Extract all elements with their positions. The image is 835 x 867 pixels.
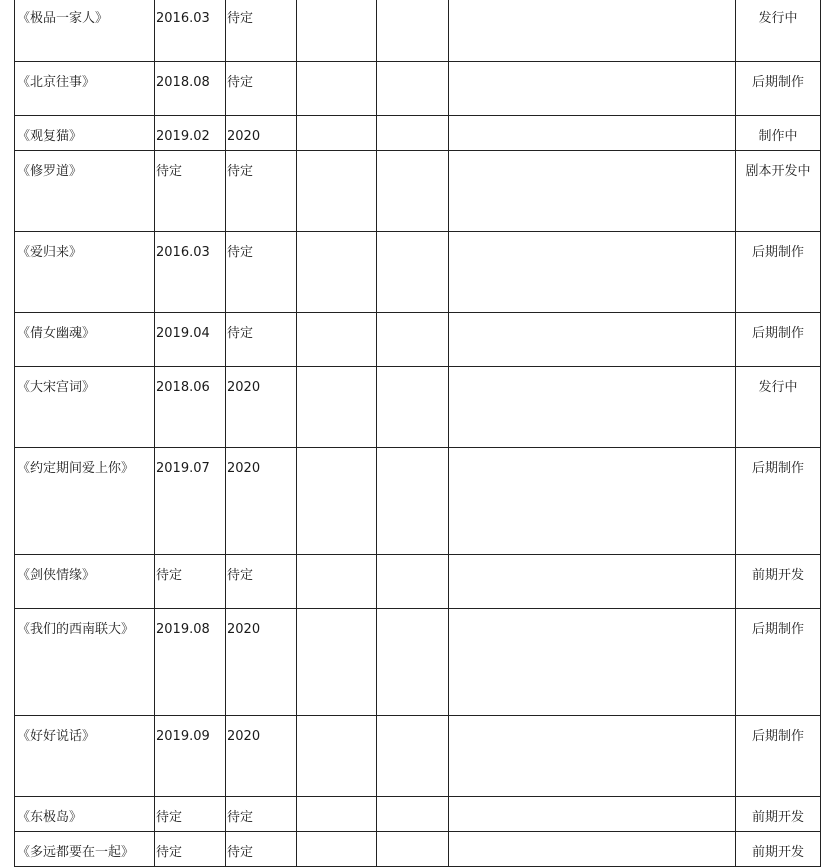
start-date bbox=[155, 716, 226, 797]
license-status bbox=[297, 62, 377, 116]
start-date-text: 2018.06 bbox=[156, 380, 210, 395]
company-role bbox=[377, 0, 449, 62]
progress-status bbox=[736, 555, 821, 609]
progress-status bbox=[736, 797, 821, 832]
release-year-text: 待定 bbox=[227, 75, 254, 90]
license-status bbox=[297, 232, 377, 313]
credits bbox=[449, 716, 736, 797]
progress-status-text: 后期制作 bbox=[751, 326, 804, 341]
company-role bbox=[377, 151, 449, 232]
drama-title-text: 《多远都要在一起》 bbox=[17, 845, 135, 860]
release-year-text: 2020 bbox=[227, 380, 261, 395]
start-date bbox=[155, 609, 226, 716]
drama-title-text: 《剑侠情缘》 bbox=[17, 568, 96, 583]
progress-status bbox=[736, 448, 821, 555]
company-role bbox=[377, 448, 449, 555]
license-status bbox=[297, 716, 377, 797]
company-role bbox=[377, 62, 449, 116]
release-year-text: 2020 bbox=[227, 129, 261, 144]
table-row bbox=[15, 716, 821, 797]
start-date-text: 2016.03 bbox=[156, 245, 210, 260]
progress-status bbox=[736, 367, 821, 448]
release-year bbox=[226, 797, 297, 832]
release-year bbox=[226, 832, 297, 867]
start-date-text: 2019.04 bbox=[156, 326, 210, 341]
drama-title-text: 《倩女幽魂》 bbox=[17, 326, 96, 341]
progress-status bbox=[736, 313, 821, 367]
drama-title bbox=[15, 448, 155, 555]
drama-title bbox=[15, 313, 155, 367]
credits bbox=[449, 62, 736, 116]
start-date-text: 待定 bbox=[156, 810, 183, 825]
release-year bbox=[226, 313, 297, 367]
drama-projects-table bbox=[14, 0, 821, 867]
drama-title bbox=[15, 609, 155, 716]
drama-title-text: 《好好说话》 bbox=[17, 729, 96, 744]
release-year-text: 待定 bbox=[227, 810, 254, 825]
release-year bbox=[226, 609, 297, 716]
license-status bbox=[297, 832, 377, 867]
start-date-text: 2016.03 bbox=[156, 11, 210, 26]
drama-title-text: 《北京往事》 bbox=[17, 75, 96, 90]
drama-title-text: 《约定期间爱上你》 bbox=[17, 461, 135, 476]
release-year bbox=[226, 716, 297, 797]
start-date bbox=[155, 151, 226, 232]
license-status bbox=[297, 116, 377, 151]
table-row bbox=[15, 0, 821, 62]
drama-title bbox=[15, 62, 155, 116]
progress-status-text: 后期制作 bbox=[751, 461, 804, 476]
start-date-text: 待定 bbox=[156, 845, 183, 860]
table-row bbox=[15, 797, 821, 832]
start-date-text: 待定 bbox=[156, 568, 183, 583]
release-year bbox=[226, 116, 297, 151]
progress-status-text: 前期开发 bbox=[751, 568, 804, 583]
start-date-text: 2019.08 bbox=[156, 622, 210, 637]
drama-title-text: 《修罗道》 bbox=[17, 164, 83, 179]
company-role bbox=[377, 116, 449, 151]
company-role bbox=[377, 797, 449, 832]
progress-status bbox=[736, 151, 821, 232]
table-row bbox=[15, 367, 821, 448]
release-year-text: 待定 bbox=[227, 245, 254, 260]
license-status bbox=[297, 0, 377, 62]
drama-title bbox=[15, 367, 155, 448]
credits bbox=[449, 555, 736, 609]
credits bbox=[449, 609, 736, 716]
credits bbox=[449, 448, 736, 555]
release-year-text: 待定 bbox=[227, 326, 254, 341]
company-role bbox=[377, 313, 449, 367]
start-date bbox=[155, 232, 226, 313]
start-date-text: 2019.02 bbox=[156, 129, 210, 144]
release-year bbox=[226, 555, 297, 609]
credits bbox=[449, 232, 736, 313]
progress-status bbox=[736, 832, 821, 867]
release-year-text: 待定 bbox=[227, 845, 254, 860]
start-date-text: 待定 bbox=[156, 164, 183, 179]
start-date bbox=[155, 0, 226, 62]
table-row bbox=[15, 62, 821, 116]
progress-status-text: 剧本开发中 bbox=[745, 164, 811, 179]
table-row bbox=[15, 448, 821, 555]
start-date bbox=[155, 555, 226, 609]
start-date bbox=[155, 62, 226, 116]
drama-title bbox=[15, 0, 155, 62]
release-year bbox=[226, 0, 297, 62]
table-row bbox=[15, 232, 821, 313]
start-date bbox=[155, 367, 226, 448]
credits bbox=[449, 797, 736, 832]
drama-title bbox=[15, 116, 155, 151]
release-year-text: 2020 bbox=[227, 729, 261, 744]
drama-title bbox=[15, 555, 155, 609]
start-date bbox=[155, 313, 226, 367]
company-role bbox=[377, 232, 449, 313]
credits bbox=[449, 367, 736, 448]
progress-status-text: 后期制作 bbox=[751, 622, 804, 637]
progress-status-text: 发行中 bbox=[758, 380, 798, 395]
drama-title bbox=[15, 797, 155, 832]
release-year-text: 待定 bbox=[227, 568, 254, 583]
credits bbox=[449, 313, 736, 367]
progress-status bbox=[736, 232, 821, 313]
table-row bbox=[15, 151, 821, 232]
drama-title-text: 《东极岛》 bbox=[17, 810, 83, 825]
table-row bbox=[15, 116, 821, 151]
progress-status-text: 前期开发 bbox=[751, 810, 804, 825]
start-date-text: 2018.08 bbox=[156, 75, 210, 90]
progress-status-text: 后期制作 bbox=[751, 729, 804, 744]
release-year bbox=[226, 62, 297, 116]
license-status bbox=[297, 448, 377, 555]
progress-status bbox=[736, 62, 821, 116]
table-row bbox=[15, 832, 821, 867]
progress-status-text: 后期制作 bbox=[751, 245, 804, 260]
company-role bbox=[377, 832, 449, 867]
credits bbox=[449, 151, 736, 232]
drama-title-text: 《大宋宫词》 bbox=[17, 380, 96, 395]
company-role bbox=[377, 609, 449, 716]
drama-title bbox=[15, 832, 155, 867]
license-status bbox=[297, 797, 377, 832]
release-year-text: 2020 bbox=[227, 622, 261, 637]
credits bbox=[449, 0, 736, 62]
start-date bbox=[155, 448, 226, 555]
table-body bbox=[15, 0, 821, 867]
license-status bbox=[297, 555, 377, 609]
progress-status-text: 制作中 bbox=[758, 129, 798, 144]
drama-title-text: 《我们的西南联大》 bbox=[17, 622, 135, 637]
drama-title bbox=[15, 716, 155, 797]
credits bbox=[449, 832, 736, 867]
drama-title bbox=[15, 232, 155, 313]
credits bbox=[449, 116, 736, 151]
release-year-text: 待定 bbox=[227, 11, 254, 26]
progress-status-text: 前期开发 bbox=[751, 845, 804, 860]
release-year bbox=[226, 232, 297, 313]
release-year-text: 待定 bbox=[227, 164, 254, 179]
license-status bbox=[297, 151, 377, 232]
company-role bbox=[377, 716, 449, 797]
license-status bbox=[297, 313, 377, 367]
start-date-text: 2019.09 bbox=[156, 729, 210, 744]
release-year bbox=[226, 151, 297, 232]
table-row bbox=[15, 313, 821, 367]
progress-status bbox=[736, 116, 821, 151]
start-date bbox=[155, 832, 226, 867]
table-row bbox=[15, 609, 821, 716]
company-role bbox=[377, 555, 449, 609]
release-year-text: 2020 bbox=[227, 461, 261, 476]
progress-status-text: 后期制作 bbox=[751, 75, 804, 90]
drama-title-text: 《爱归来》 bbox=[17, 245, 83, 260]
license-status bbox=[297, 609, 377, 716]
progress-status bbox=[736, 0, 821, 62]
drama-title bbox=[15, 151, 155, 232]
drama-title-text: 《极品一家人》 bbox=[17, 11, 109, 26]
release-year bbox=[226, 367, 297, 448]
progress-status bbox=[736, 716, 821, 797]
table-row bbox=[15, 555, 821, 609]
drama-title-text: 《观复猫》 bbox=[17, 129, 83, 144]
start-date-text: 2019.07 bbox=[156, 461, 210, 476]
start-date bbox=[155, 116, 226, 151]
release-year bbox=[226, 448, 297, 555]
license-status bbox=[297, 367, 377, 448]
progress-status-text: 发行中 bbox=[758, 11, 798, 26]
company-role bbox=[377, 367, 449, 448]
progress-status bbox=[736, 609, 821, 716]
start-date bbox=[155, 797, 226, 832]
